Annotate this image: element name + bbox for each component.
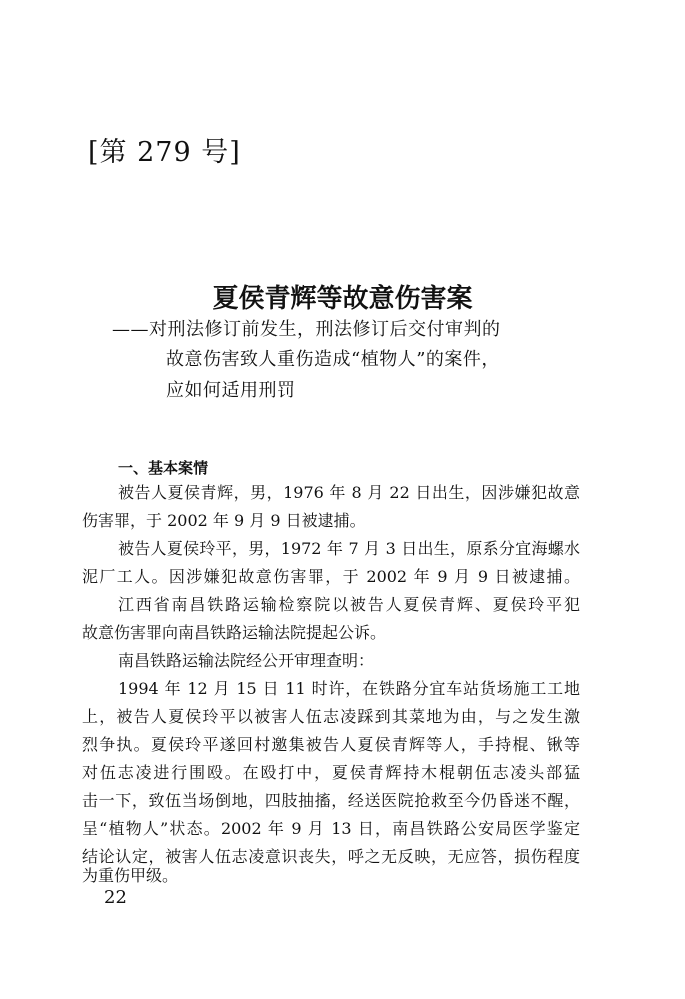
case-title: 夏侯青辉等故意伤害案 bbox=[212, 284, 473, 314]
subtitle-line: 故意伤害致人重伤造成“植物人”的案件， bbox=[166, 349, 500, 370]
section-heading: 一、基本案情 bbox=[118, 459, 209, 477]
body-line: 击一下，致伍当场倒地，四肢抽搐，经送医院抢救至今仍昏迷不醒， bbox=[82, 791, 580, 810]
body-line: 呈“植物人”状态。2002 年 9 月 13 日，南昌铁路公安局医学鉴定 bbox=[82, 819, 580, 838]
body-line: 1994 年 12 月 15 日 11 时许，在铁路分宜车站货场施工工地 bbox=[118, 679, 580, 698]
body-line: 故意伤害罪向南昌铁路运输法院提起公诉。 bbox=[82, 623, 387, 642]
body-line: 结论认定，被害人伍志凌意识丧失，呼之无反映，无应答，损伤程度 bbox=[82, 847, 580, 866]
body-line: 被告人夏侯青辉，男，1976 年 8 月 22 日出生，因涉嫌犯故意 bbox=[118, 483, 580, 502]
body-line: 烈争执。夏侯玲平遂回村邀集被告人夏侯青辉等人，手持棍、锹等 bbox=[82, 735, 580, 754]
case-number: [第 279 号] bbox=[88, 137, 241, 168]
body-line: 江西省南昌铁路运输检察院以被告人夏侯青辉、夏侯玲平犯 bbox=[118, 595, 580, 614]
body-line: 伤害罪，于 2002 年 9 月 9 日被逮捕。 bbox=[82, 511, 366, 530]
subtitle-line: 应如何适用刑罚 bbox=[166, 380, 296, 401]
page-number: 22 bbox=[104, 887, 127, 908]
body-line: 南昌铁路运输法院经公开审理查明： bbox=[118, 651, 375, 670]
body-line: 泥厂工人。因涉嫌犯故意伤害罪，于 2002 年 9 月 9 日被逮捕。 bbox=[82, 567, 580, 586]
body-line: 为重伤甲级。 bbox=[82, 866, 179, 885]
body-line: 对伍志凌进行围殴。在殴打中，夏侯青辉持木棍朝伍志凌头部猛 bbox=[82, 763, 580, 782]
body-line: 上，被告人夏侯玲平以被害人伍志凌踩到其菜地为由，与之发生激 bbox=[82, 707, 580, 726]
subtitle-line: ——对刑法修订前发生，刑法修订后交付审判的 bbox=[112, 319, 501, 340]
body-line: 被告人夏侯玲平，男，1972 年 7 月 3 日出生，原系分宜海螺水 bbox=[118, 539, 580, 558]
